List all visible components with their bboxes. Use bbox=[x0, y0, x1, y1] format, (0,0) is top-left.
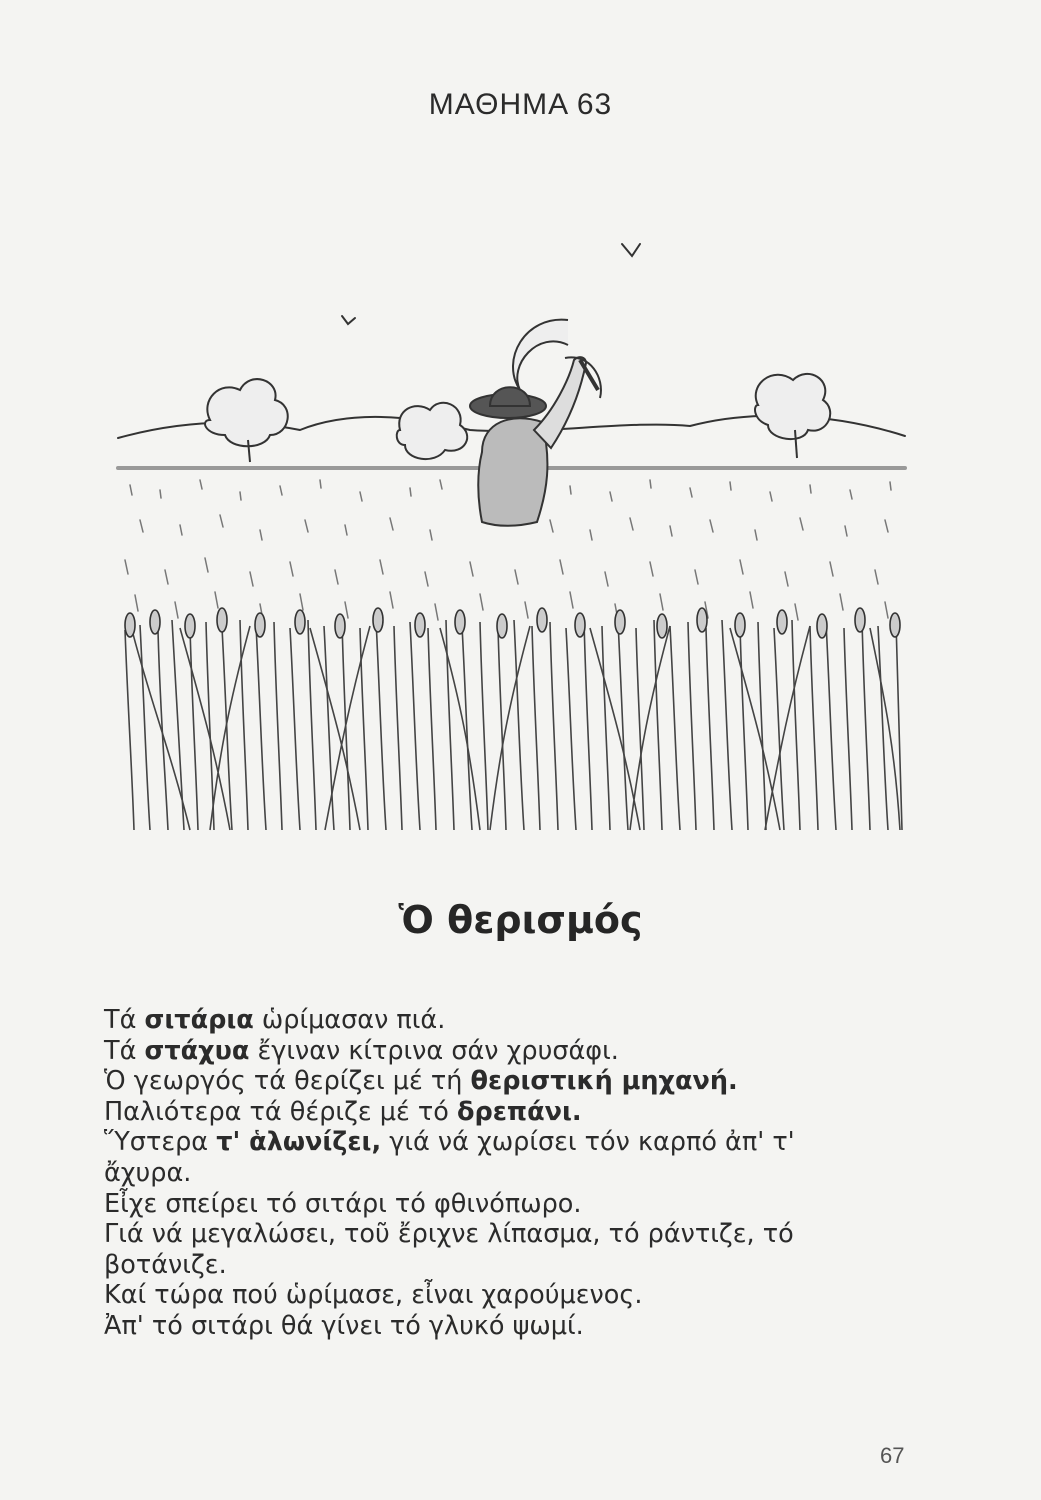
text-line bbox=[104, 1036, 934, 1067]
lesson-header: ΜΑΘΗΜΑ 63 bbox=[428, 88, 613, 121]
text-line bbox=[104, 1219, 934, 1250]
emphasized-word: θεριστική μηχανή. bbox=[470, 1066, 738, 1097]
text-fragment: ἄχυρα. bbox=[104, 1157, 192, 1188]
text-line bbox=[104, 1097, 934, 1128]
text-line bbox=[104, 1280, 934, 1311]
text-fragment: γιά νά χωρίσει τόν καρπό ἀπ' τ' bbox=[381, 1127, 795, 1158]
text-line bbox=[104, 1127, 934, 1158]
text-line bbox=[104, 1066, 934, 1097]
text-fragment: Τά bbox=[104, 1035, 145, 1066]
text-line bbox=[104, 1189, 934, 1220]
text-fragment: Ὁ γεωργός τά θερίζει μέ τή bbox=[104, 1066, 471, 1097]
page-title: Ὁ θερισμός bbox=[398, 898, 643, 942]
emphasized-word: δρεπάνι. bbox=[456, 1096, 582, 1127]
emphasized-word: τ' ἁλωνίζει, bbox=[216, 1127, 382, 1158]
text-line bbox=[104, 1311, 934, 1342]
page-number: 67 bbox=[880, 1443, 905, 1468]
text-fragment: βοτάνιζε. bbox=[104, 1249, 227, 1280]
text-fragment: ὡρίμασαν πιά. bbox=[253, 1005, 446, 1035]
emphasized-word: στάχυα bbox=[144, 1035, 250, 1066]
text-fragment: Γιά νά μεγαλώσει, τοῦ ἔριχνε λίπασμα, τό ράντιζε, τό bbox=[104, 1219, 794, 1250]
text-line bbox=[104, 1005, 934, 1036]
text-fragment: Ἀπ' τό σιτάρι θά γίνει τό γλυκό ψωμί. bbox=[104, 1310, 584, 1341]
text-line bbox=[104, 1158, 934, 1189]
farmer-harvesting-wheat-icon bbox=[110, 230, 910, 840]
text-fragment: Εἶχε σπείρει τό σιτάρι τό φθινόπωρο. bbox=[104, 1188, 582, 1219]
text-fragment: ἔγιναν κίτρινα σάν χρυσάφι. bbox=[249, 1035, 619, 1066]
emphasized-word: σιτάρια bbox=[144, 1005, 254, 1035]
text-fragment: Καί τώρα πού ὡρίμασε, εἶναι χαρούμενος. bbox=[104, 1280, 643, 1311]
text-fragment: Ὕστερα bbox=[104, 1127, 217, 1158]
text-fragment: Τά bbox=[104, 1005, 145, 1035]
reading-text bbox=[104, 1005, 934, 1342]
text-line bbox=[104, 1250, 934, 1281]
text-fragment: Παλιότερα τά θέριζε μέ τό bbox=[104, 1096, 457, 1127]
